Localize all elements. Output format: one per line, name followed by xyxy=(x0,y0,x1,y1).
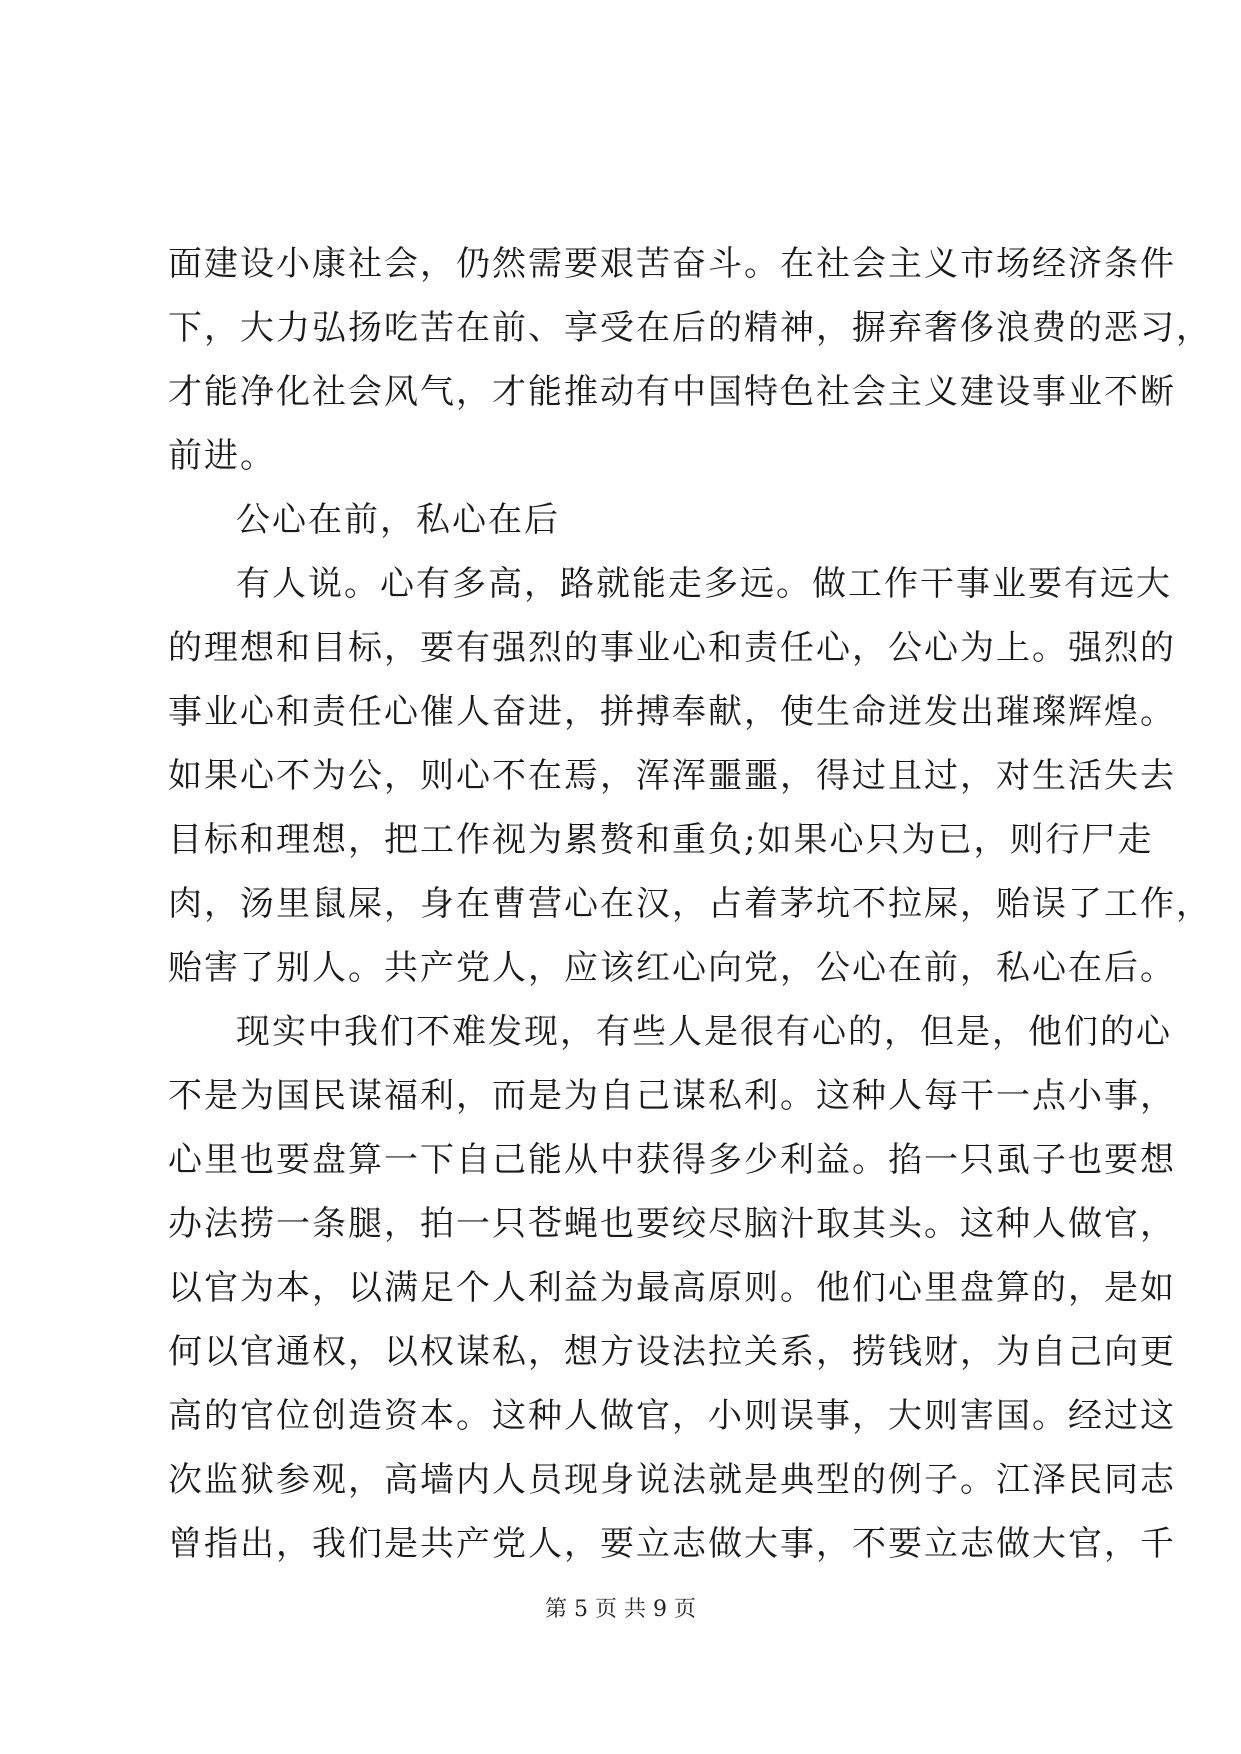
text-line: 心里也要盘算一下自己能从中获得多少利益。掐一只虱子也要想 xyxy=(168,1140,1176,1180)
text-line: 贻害了别人。共产党人，应该红心向党，公心在前，私心在后。 xyxy=(168,948,1176,988)
text-line: 前进。 xyxy=(168,436,276,476)
text-line: 曾指出，我们是共产党人，要立志做大事，不要立志做大官，千 xyxy=(168,1524,1176,1564)
body-text xyxy=(168,232,1212,1576)
text-line: 不是为国民谋福利，而是为自己谋私利。这种人每干一点小事， xyxy=(168,1076,1176,1116)
text-line: 有人说。心有多高，路就能走多远。做工作干事业要有远大 xyxy=(236,564,1172,604)
text-line: 高的官位创造资本。这种人做官，小则误事，大则害国。经过这 xyxy=(168,1396,1176,1436)
text-line: 肉，汤里鼠屎，身在曹营心在汉，占着茅坑不拉屎，贻误了工作， xyxy=(168,884,1212,924)
text-line: 才能净化社会风气，才能推动有中国特色社会主义建设事业不断 xyxy=(168,372,1176,412)
text-line: 目标和理想，把工作视为累赘和重负;如果心只为已，则行尸走 xyxy=(168,820,1154,860)
text-line: 办法捞一条腿，拍一只苍蝇也要绞尽脑汁取其头。这种人做官， xyxy=(168,1204,1176,1244)
text-line: 现实中我们不难发现，有些人是很有心的，但是，他们的心 xyxy=(236,1012,1172,1052)
text-line: 下，大力弘扬吃苦在前、享受在后的精神，摒弃奢侈浪费的恶习， xyxy=(168,308,1212,348)
page-number-footer: 第 5 页 共 9 页 xyxy=(545,1597,696,1622)
text-line: 何以官通权，以权谋私，想方设法拉关系，捞钱财，为自己向更 xyxy=(168,1332,1176,1372)
text-line: 如果心不为公，则心不在焉，浑浑噩噩，得过且过，对生活失去 xyxy=(168,756,1176,796)
text-line: 以官为本，以满足个人利益为最高原则。他们心里盘算的，是如 xyxy=(168,1268,1176,1308)
text-line: 事业心和责任心催人奋进，拼搏奉献，使生命迸发出璀璨辉煌。 xyxy=(168,692,1176,732)
text-line: 次监狱参观，高墙内人员现身说法就是典型的例子。江泽民同志 xyxy=(168,1460,1176,1500)
text-line: 的理想和目标，要有强烈的事业心和责任心，公心为上。强烈的 xyxy=(168,628,1176,668)
section-heading: 公心在前，私心在后 xyxy=(236,500,560,540)
text-line: 面建设小康社会，仍然需要艰苦奋斗。在社会主义市场经济条件 xyxy=(168,244,1176,284)
